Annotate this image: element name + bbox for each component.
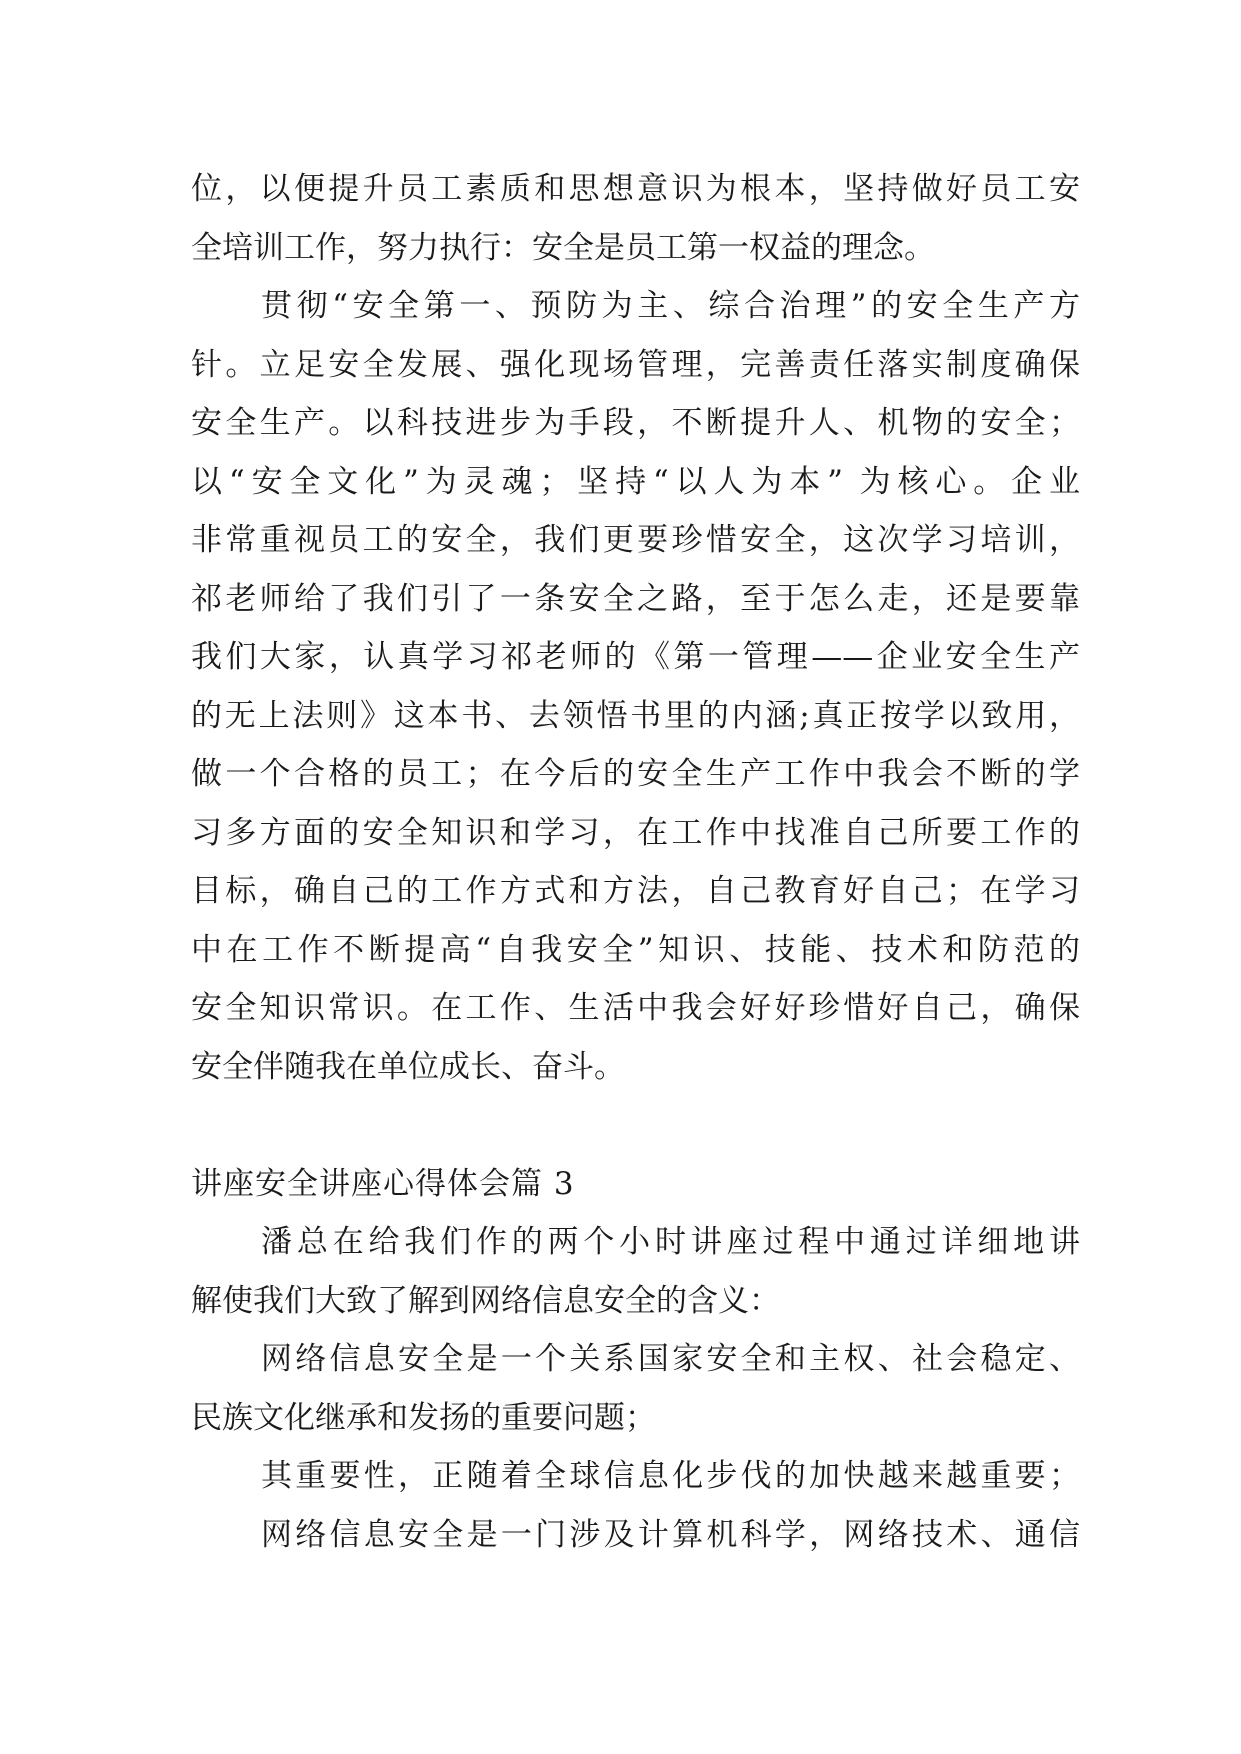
text-line: 全培训工作，努力执行：安全是员工第一权益的理念。 xyxy=(191,229,935,266)
text-line: 以“安全文化”为灵魂；坚持“以人为本” 为核心。企业 xyxy=(191,463,1080,500)
paragraph xyxy=(191,1213,1080,1330)
text-line: 其重要性，正随着全球信息化步伐的加快越来越重要； xyxy=(261,1458,1080,1494)
text-line: 安全伴随我在单位成长、奋斗。 xyxy=(191,1048,625,1085)
text-line: 目标，确自己的工作方式和方法，自己教育好自己；在学习 xyxy=(191,873,1080,909)
text-line: 非常重视员工的安全，我们更要珍惜安全，这次学习培训， xyxy=(191,522,1080,558)
text-line: 民族文化继承和发扬的重要问题； xyxy=(191,1399,656,1436)
text-line: 位，以便提升员工素质和思想意识为根本，坚持做好员工安 xyxy=(191,171,1080,207)
text-line: 贯彻“安全第一、预防为主、综合治理”的安全生产方 xyxy=(261,288,1080,324)
text-line: 祁老师给了我们引了一条安全之路，至于怎么走，还是要靠 xyxy=(191,580,1080,617)
text-line: 习多方面的安全知识和学习，在工作中找准自己所要工作的 xyxy=(191,814,1080,851)
paragraph xyxy=(191,160,1080,277)
text-line: 的无上法则》这本书、去领悟书里的内涵;真正按学以致用， xyxy=(191,697,1080,734)
document-body xyxy=(191,160,1080,1564)
section-heading: 讲座安全讲座心得体会篇 3 xyxy=(191,1165,575,1202)
text-line: 网络信息安全是一个关系国家安全和主权、社会稳定、 xyxy=(261,1341,1080,1377)
text-line: 我们大家，认真学习祁老师的《第一管理——企业安全生产 xyxy=(191,639,1080,675)
text-line: 潘总在给我们作的两个小时讲座过程中通过详细地讲 xyxy=(261,1224,1080,1260)
paragraph xyxy=(191,1506,1080,1565)
text-line: 网络信息安全是一门涉及计算机科学，网络技术、通信 xyxy=(261,1516,1080,1553)
paragraph xyxy=(191,277,1080,1096)
text-line: 解使我们大致了解到网络信息安全的含义： xyxy=(191,1282,780,1319)
paragraph xyxy=(191,1447,1080,1506)
blank-line xyxy=(191,1096,1080,1155)
paragraph xyxy=(191,1330,1080,1447)
text-line: 中在工作不断提高“自我安全”知识、技能、技术和防范的 xyxy=(191,931,1080,968)
text-line: 针。立足安全发展、强化现场管理，完善责任落实制度确保 xyxy=(191,346,1080,383)
text-line: 做一个合格的员工；在今后的安全生产工作中我会不断的学 xyxy=(191,756,1080,792)
text-line: 安全知识常识。在工作、生活中我会好好珍惜好自己，确保 xyxy=(191,990,1080,1026)
text-line: 安全生产。以科技进步为手段，不断提升人、机物的安全； xyxy=(191,405,1080,441)
